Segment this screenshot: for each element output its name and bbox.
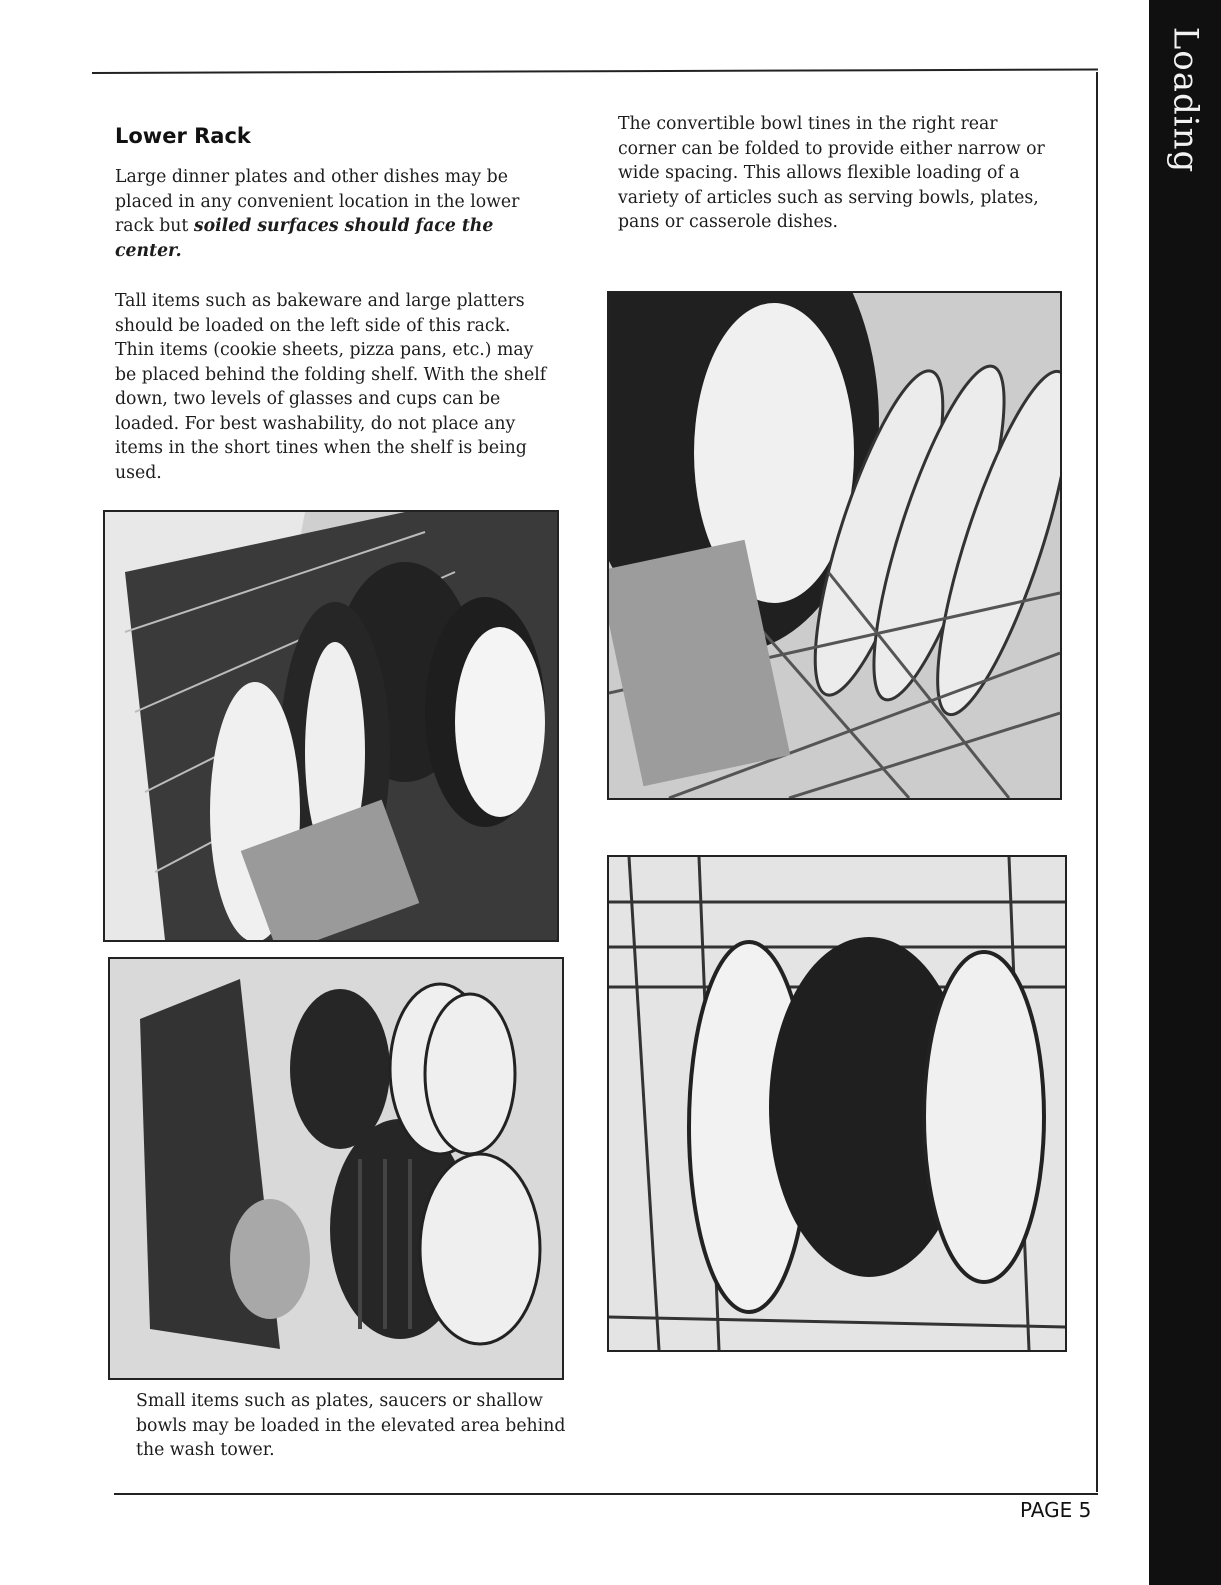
top-rule (92, 68, 1098, 74)
paragraph-tall-items: Tall items such as bakeware and large platters should be loaded on the left side of this rack. Thin items (cookie sheets, pizza pans, etc.) may be placed behind the folding shelf. With the shelf down, two levels of glasses and cups can be loaded. For best washability, do not place any items in the short tines when the shelf is being used. (115, 291, 547, 483)
caption-small-items: Small items such as plates, saucers or shallow bowls may be loaded in the elevated area behind the wash tower. (136, 1391, 566, 1460)
lower-rack-heading: Lower Rack (115, 124, 251, 148)
bowls-illustration (609, 857, 1065, 1350)
side-tab-label (1159, 26, 1211, 174)
right-rule (1096, 72, 1098, 1492)
plates-photo (607, 291, 1062, 800)
placement-emphasis: soiled surfaces should face the center. (115, 216, 494, 261)
bottom-rule (114, 1493, 1098, 1495)
paragraph-placement (115, 165, 535, 263)
side-tab (1149, 0, 1221, 1585)
bakeware-illustration (110, 959, 562, 1378)
section-title: Loading (1165, 26, 1205, 174)
page-number: PAGE 5 (1020, 1498, 1092, 1522)
lower-rack-photo (103, 510, 559, 942)
bakeware-photo (108, 957, 564, 1380)
plates-illustration (609, 293, 1060, 798)
placement-text: Large dinner plates and other dishes may be placed in any convenient location in the lower rack but (115, 167, 520, 236)
paragraph-bowl-tines: The convertible bowl tines in the right rear corner can be folded to provide either narrow or wide spacing. This allows flexible loading of a variety of articles such as serving bowls, plates, pans or casserole dishes. (618, 114, 1045, 232)
bowls-photo (607, 855, 1067, 1352)
lower-rack-illustration (105, 512, 557, 940)
